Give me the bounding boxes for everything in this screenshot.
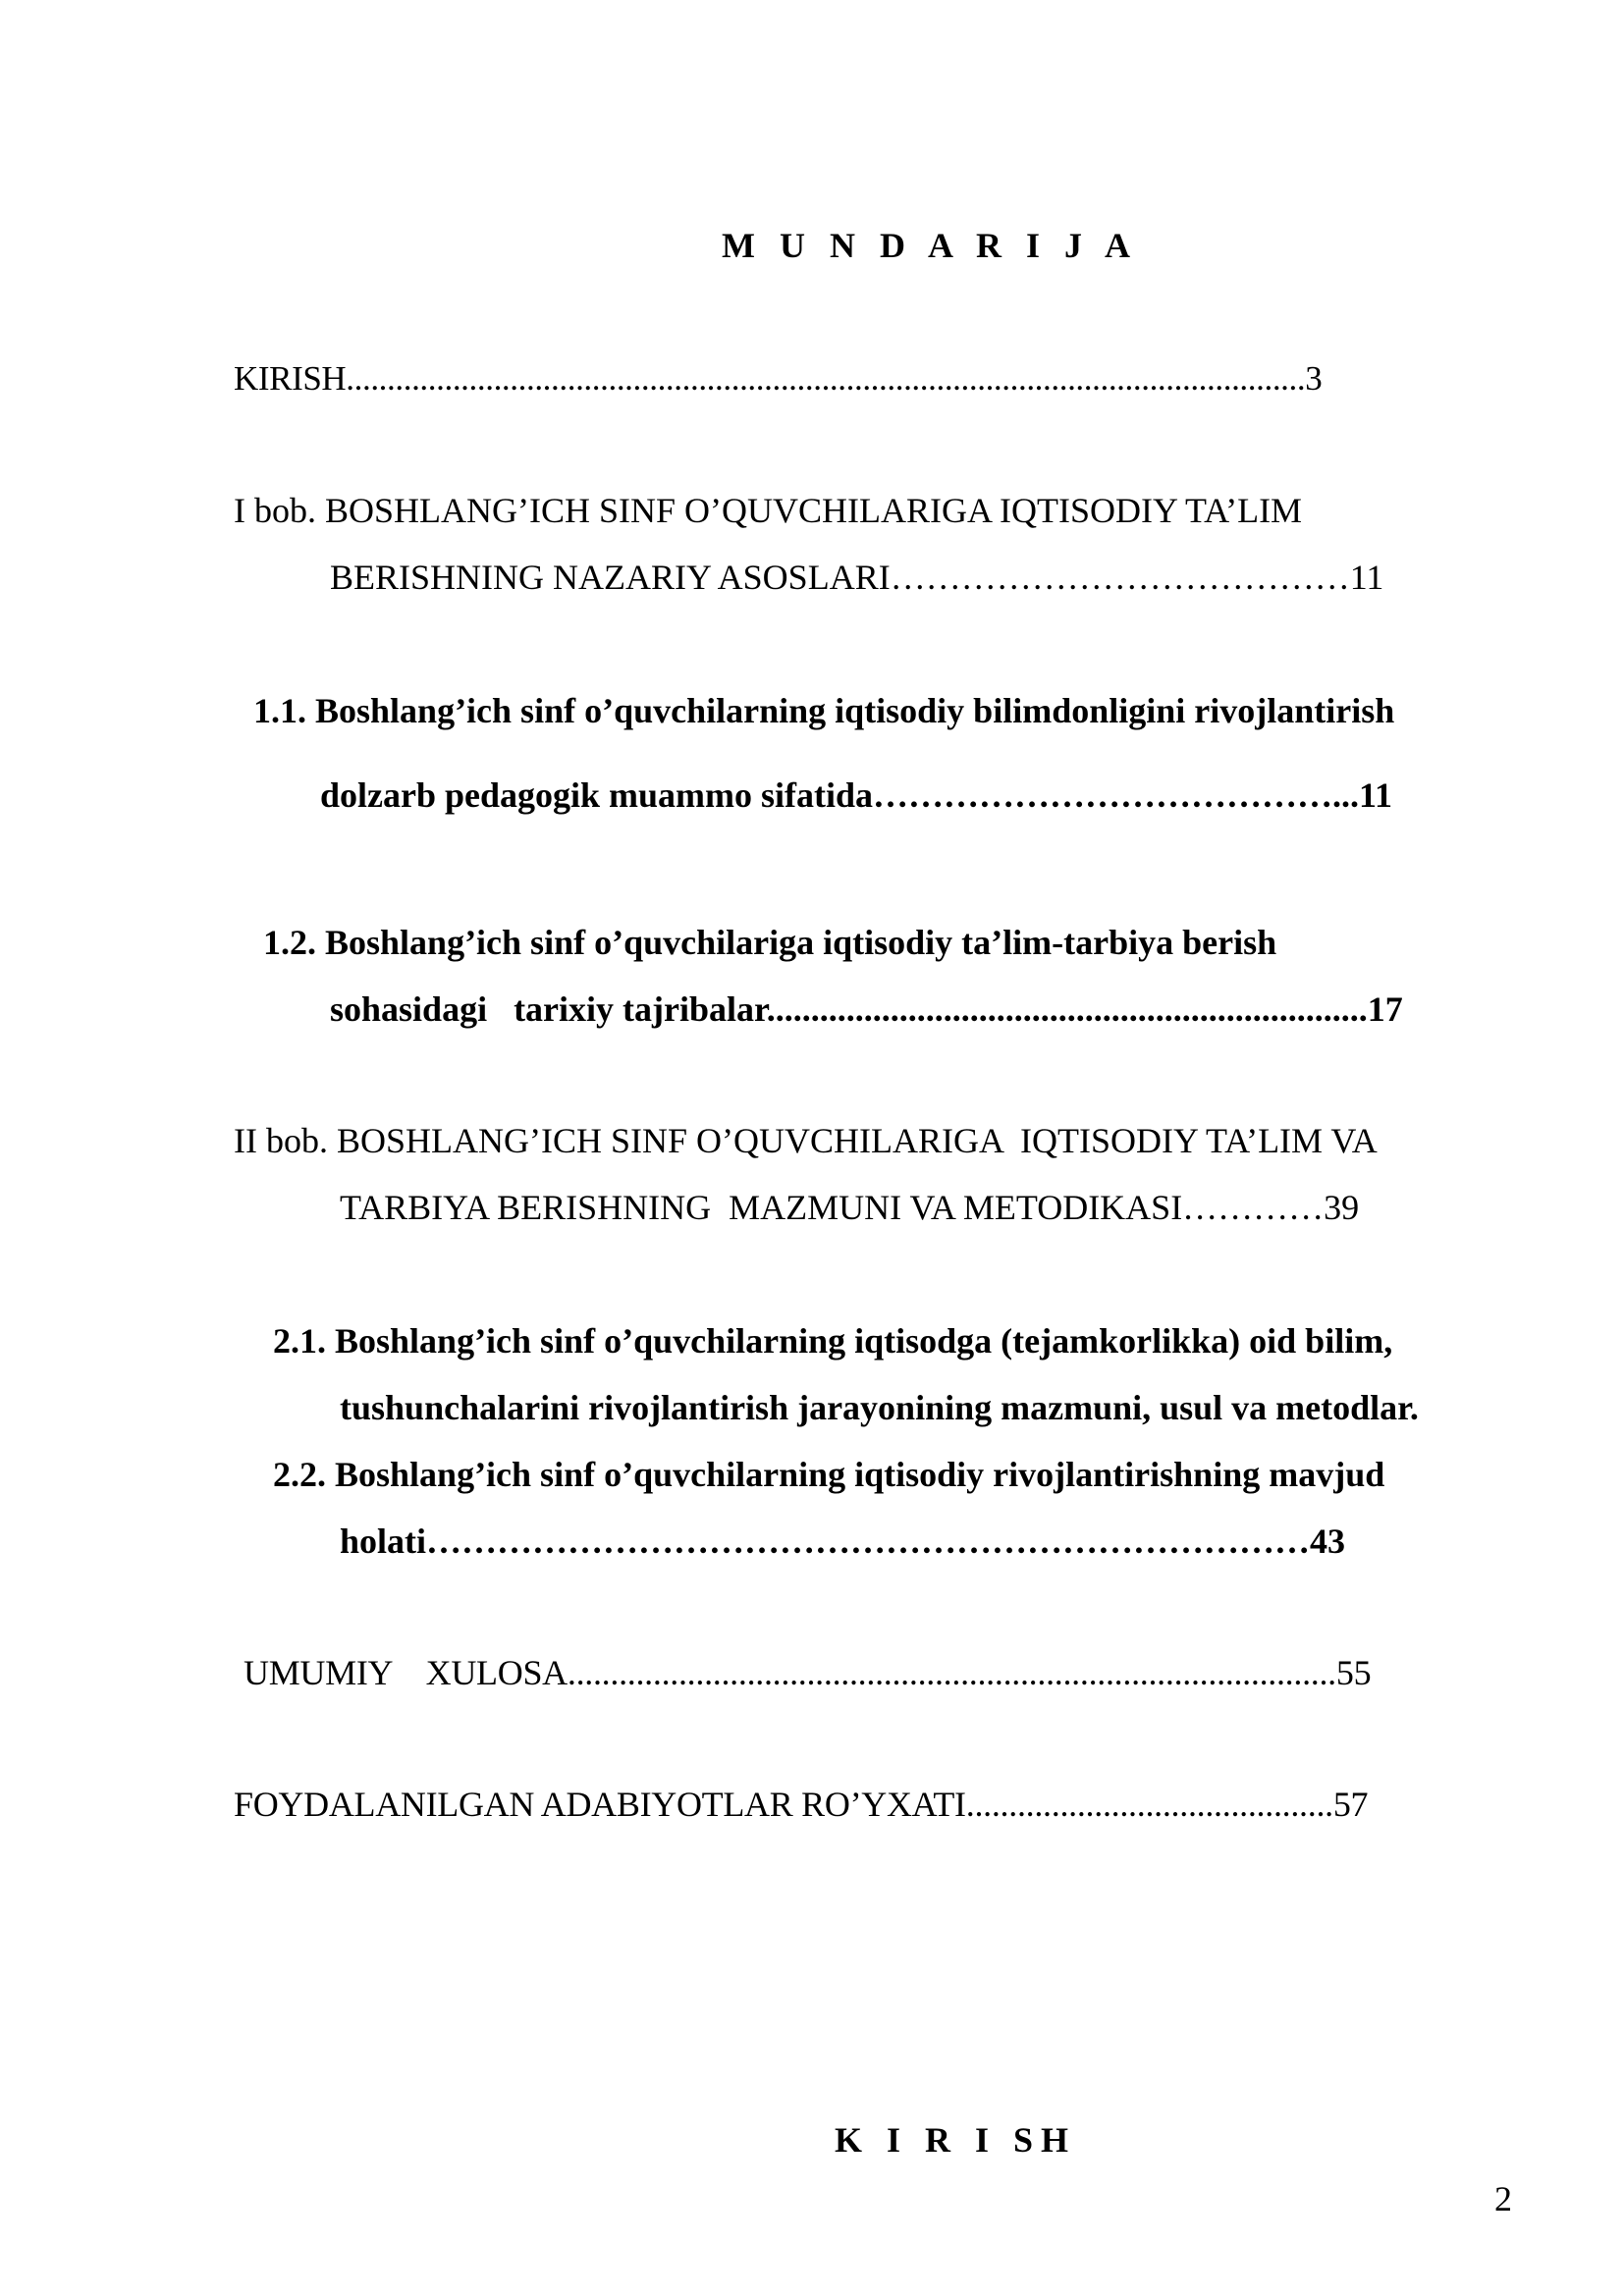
toc-entry-section-1-1-line1: 1.1. Boshlang’ich sinf o’quvchilarning iqtisodiy bilimdonligini rivojlantirish	[253, 691, 1395, 730]
toc-entry-section-1-1-line2: dolzarb pedagogik muammo sifatida…………………………………...11	[320, 775, 1393, 815]
toc-entry-references: FOYDALANILGAN ADABIYOTLAR RO’YXATI...........................................57	[234, 1785, 1369, 1824]
toc-entry-kirish: KIRISH.....................................................................................................................3	[234, 359, 1323, 398]
section-heading-kirish: K I R I SH	[835, 2120, 1077, 2160]
toc-entry-chapter2-line1: II bob. BOSHLANG’ICH SINF O’QUVCHILARIGA IQTISODIY TA’LIM VA	[234, 1121, 1378, 1160]
toc-entry-section-2-1-line2: tushunchalarini rivojlantirish jarayonining mazmuni, usul va metodlar.	[340, 1388, 1419, 1427]
toc-entry-chapter1-line2: BERISHNING NAZARIY ASOSLARI…………………………………11	[330, 558, 1384, 597]
toc-entry-conclusion: UMUMIY XULOSA..........................................................................................55	[244, 1653, 1372, 1692]
toc-entry-section-2-2-line2: holati…………………………………………………………………43	[340, 1522, 1346, 1561]
toc-entry-section-2-2-line1: 2.2. Boshlang’ich sinf o’quvchilarning iqtisodiy rivojlantirishning mavjud	[273, 1455, 1385, 1494]
toc-entry-chapter1-line1: I bob. BOSHLANG’ICH SINF O’QUVCHILARIGA IQTISODIY TA’LIM	[234, 491, 1303, 530]
toc-entry-section-1-2-line1: 1.2. Boshlang’ich sinf o’quvchilariga iqtisodiy ta’lim-tarbiya berish	[263, 923, 1277, 962]
toc-entry-section-2-1-line1: 2.1. Boshlang’ich sinf o’quvchilarning iqtisodga (tejamkorlikka) oid bilim,	[273, 1321, 1393, 1361]
page-number: 2	[1494, 2179, 1512, 2218]
toc-entry-section-1-2-line2: sohasidagi tarixiy tajribalar....................................................................17	[330, 989, 1403, 1029]
toc-entry-chapter2-line2: TARBIYA BERISHNING MAZMUNI VA METODIKASI…………39	[340, 1188, 1360, 1227]
toc-heading: M U N D A R I J A	[722, 226, 1139, 265]
